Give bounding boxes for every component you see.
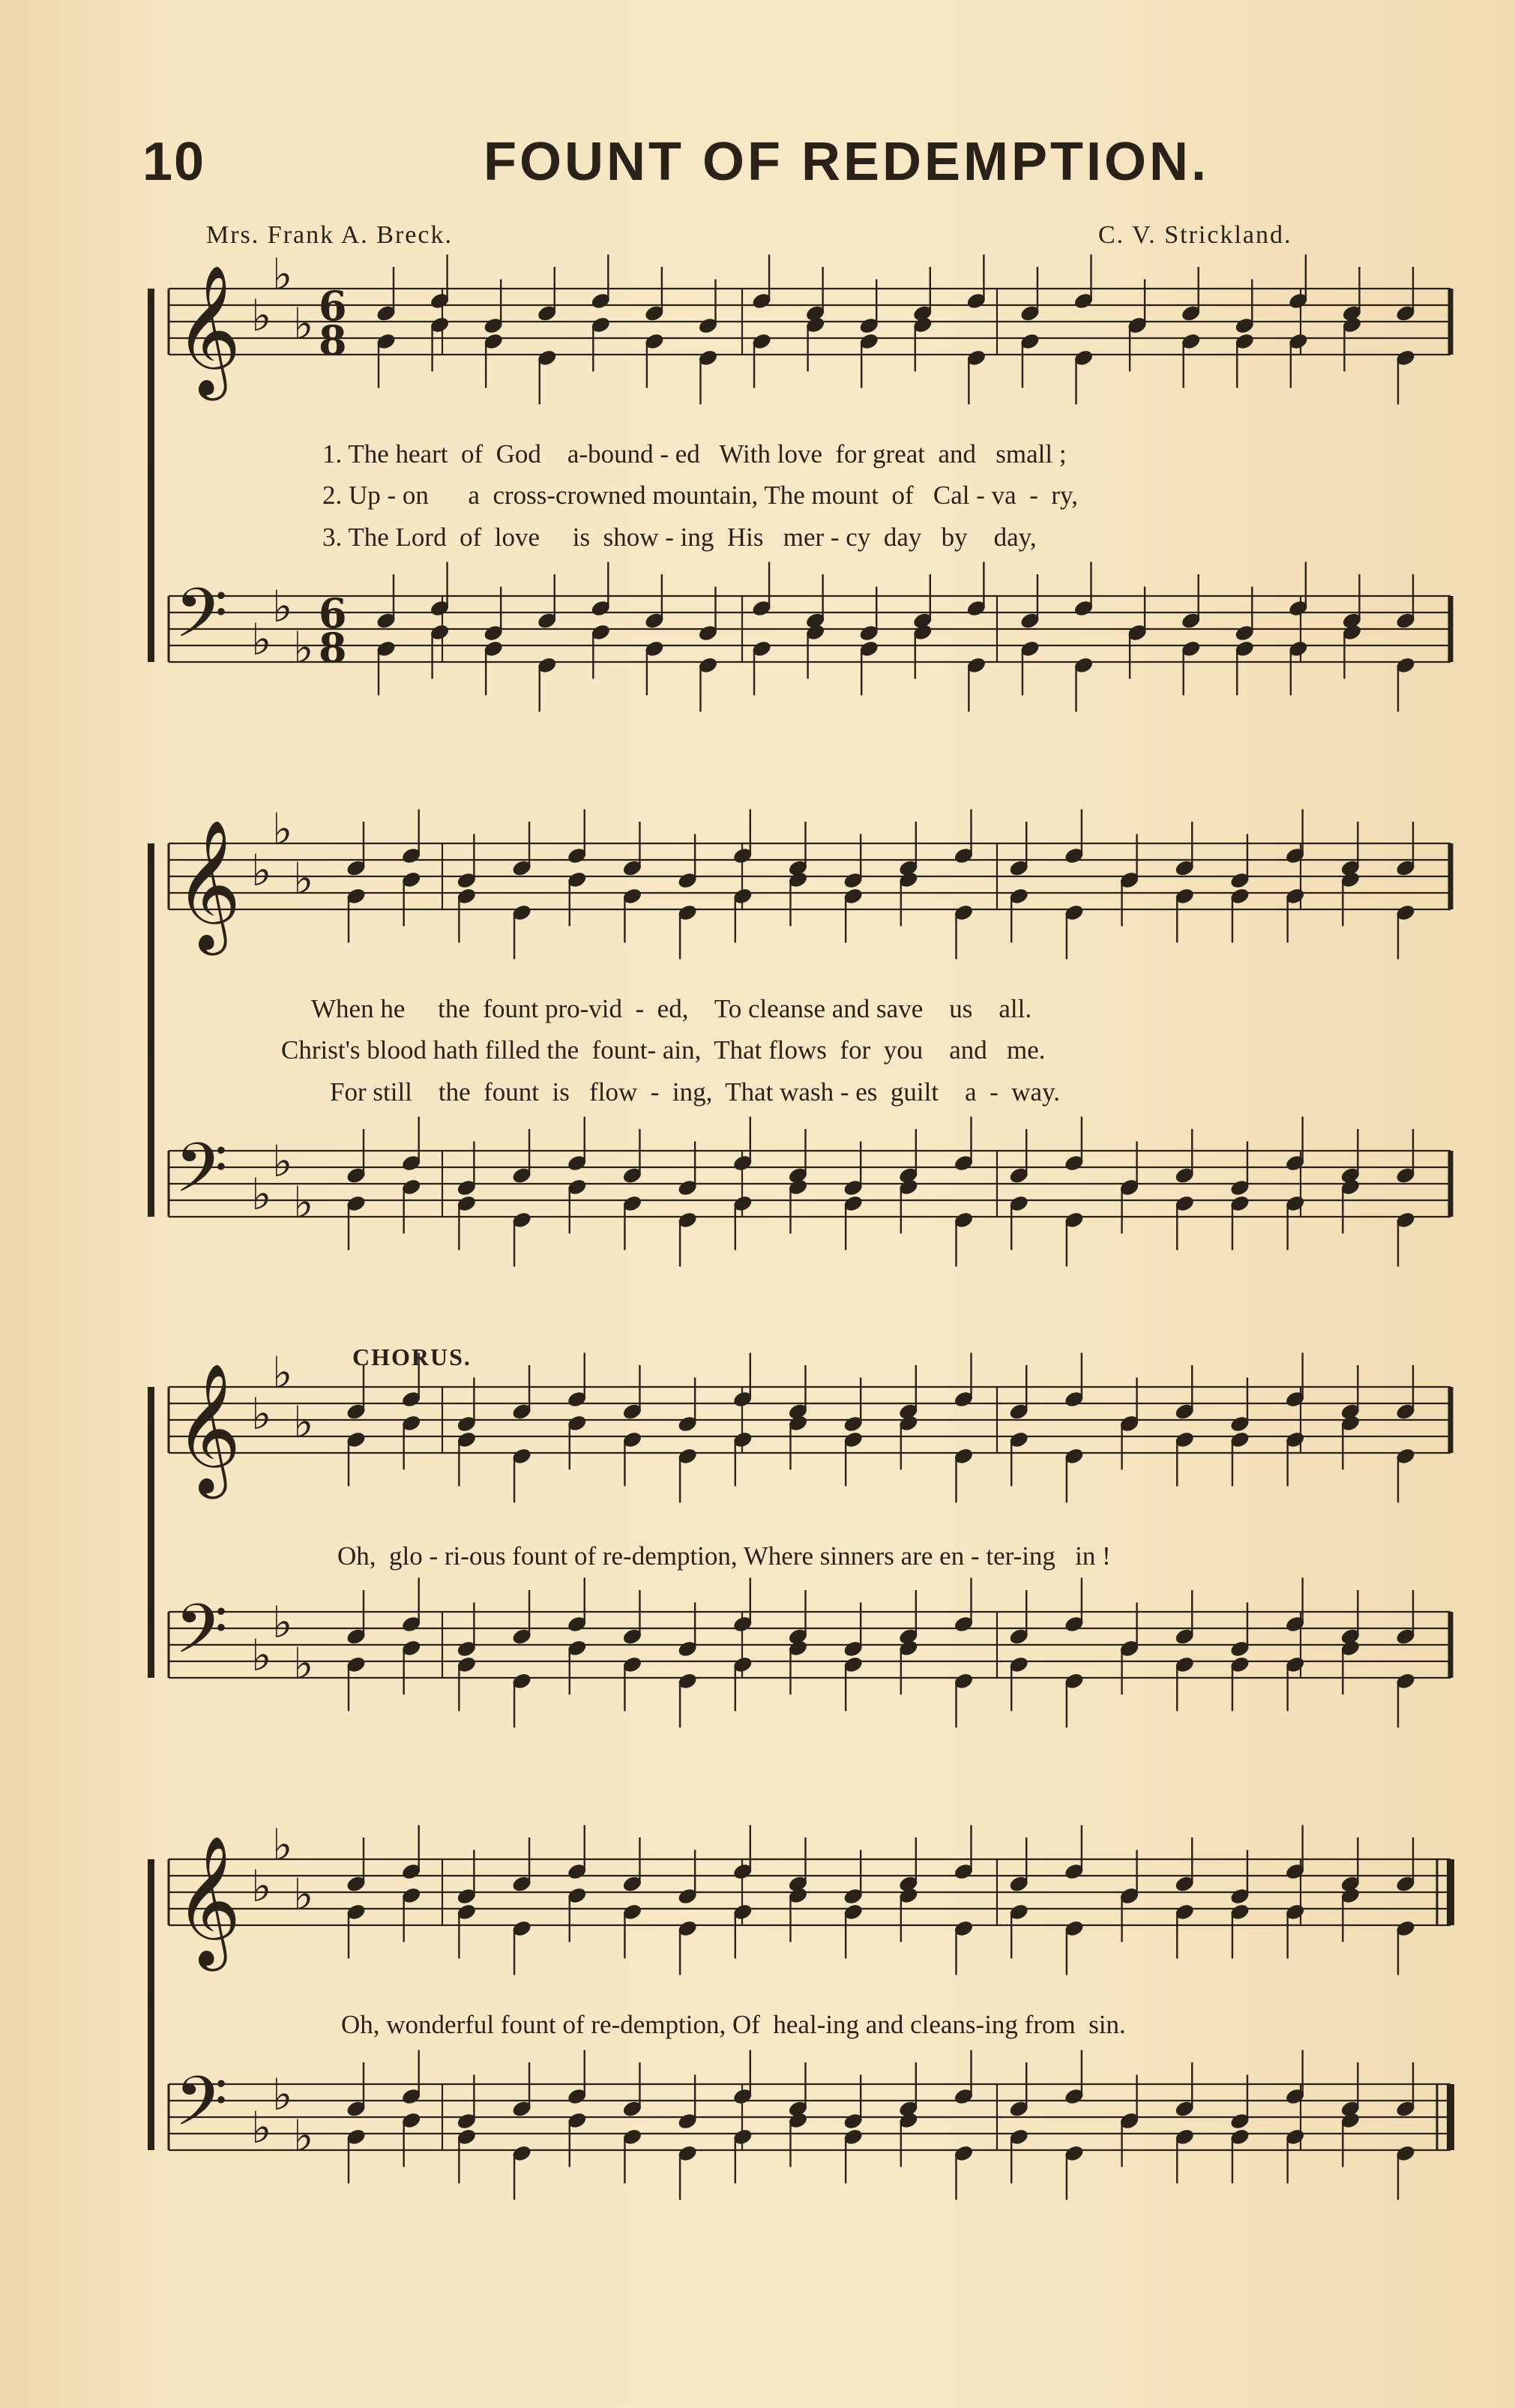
bass-clef-icon: 𝄢: [175, 1128, 228, 1224]
flat-icon: ♭: [251, 1861, 272, 1912]
verse-1-line-2: When he the fount pro-vid - ed, To cleanse and save us all.: [311, 994, 1032, 1023]
chorus-line-1: Oh, glo - ri-ous fount of re-demption, Where sinners are en - ter-ing in !: [337, 1541, 1111, 1571]
flat-icon: ♭: [251, 290, 272, 341]
composer-credit: C. V. Strickland.: [1098, 221, 1292, 249]
verse-2-line-1: 2. Up - on a cross-crowned mountain, The mount of Cal - va - ry,: [322, 481, 1078, 510]
flat-icon: ♭: [293, 298, 314, 349]
flat-icon: ♭: [251, 1169, 272, 1220]
bass-clef-icon: 𝄢: [175, 574, 228, 669]
page-number: 10: [142, 132, 206, 192]
flat-icon: ♭: [293, 1869, 314, 1920]
flat-icon: ♭: [251, 2102, 272, 2153]
bass-clef-icon: 𝄢: [175, 2062, 228, 2158]
chorus-line-2: Oh, wonderful fount of re-demption, Of heal-ing and cleans-ing from sin.: [341, 2010, 1126, 2039]
lyricist-credit: Mrs. Frank A. Breck.: [206, 221, 453, 249]
flat-icon: ♭: [251, 845, 272, 896]
time-signature-bottom: 8: [319, 316, 347, 364]
time-signature-top: 6: [319, 589, 347, 637]
verse-1-line-1: 1. The heart of God a-bound - ed With love for great and small ;: [322, 439, 1067, 469]
treble-clef-icon: 𝄞: [175, 265, 241, 395]
flat-icon: ♭: [272, 804, 293, 855]
flat-icon: ♭: [272, 2069, 293, 2120]
verse-3-line-2: For still the fount is flow - ing, That wash - es guilt a - way.: [330, 1077, 1061, 1107]
flat-icon: ♭: [272, 249, 293, 300]
flat-icon: ♭: [272, 1597, 293, 1648]
verse-3-line-1: 3. The Lord of love is show - ing His mer - cy day by day,: [322, 523, 1037, 552]
flat-icon: ♭: [272, 1819, 293, 1870]
flat-icon: ♭: [293, 622, 314, 673]
flat-icon: ♭: [293, 1397, 314, 1448]
treble-clef-icon: 𝄞: [175, 819, 241, 950]
flat-icon: ♭: [293, 853, 314, 904]
flat-icon: ♭: [272, 1136, 293, 1187]
flat-icon: ♭: [251, 614, 272, 665]
system-brace: [148, 1859, 154, 2150]
page-title: FOUNT OF REDEMPTION.: [484, 132, 1209, 192]
flat-icon: ♭: [272, 581, 293, 632]
flat-icon: ♭: [251, 1630, 272, 1681]
time-signature-bottom: 8: [319, 624, 347, 672]
flat-icon: ♭: [251, 1388, 272, 1439]
bass-clef-icon: 𝄢: [175, 1589, 228, 1685]
treble-clef-icon: 𝄞: [175, 1363, 241, 1493]
flat-icon: ♭: [272, 1347, 293, 1398]
flat-icon: ♭: [293, 1638, 314, 1689]
treble-clef-icon: 𝄞: [175, 1835, 241, 1966]
chorus-label: CHORUS.: [352, 1343, 472, 1370]
flat-icon: ♭: [293, 1177, 314, 1228]
time-signature-top: 6: [319, 282, 347, 330]
verse-2-line-2: Christ's blood hath filled the fount- ain, That flows for you and me.: [281, 1035, 1046, 1065]
flat-icon: ♭: [293, 2110, 314, 2161]
